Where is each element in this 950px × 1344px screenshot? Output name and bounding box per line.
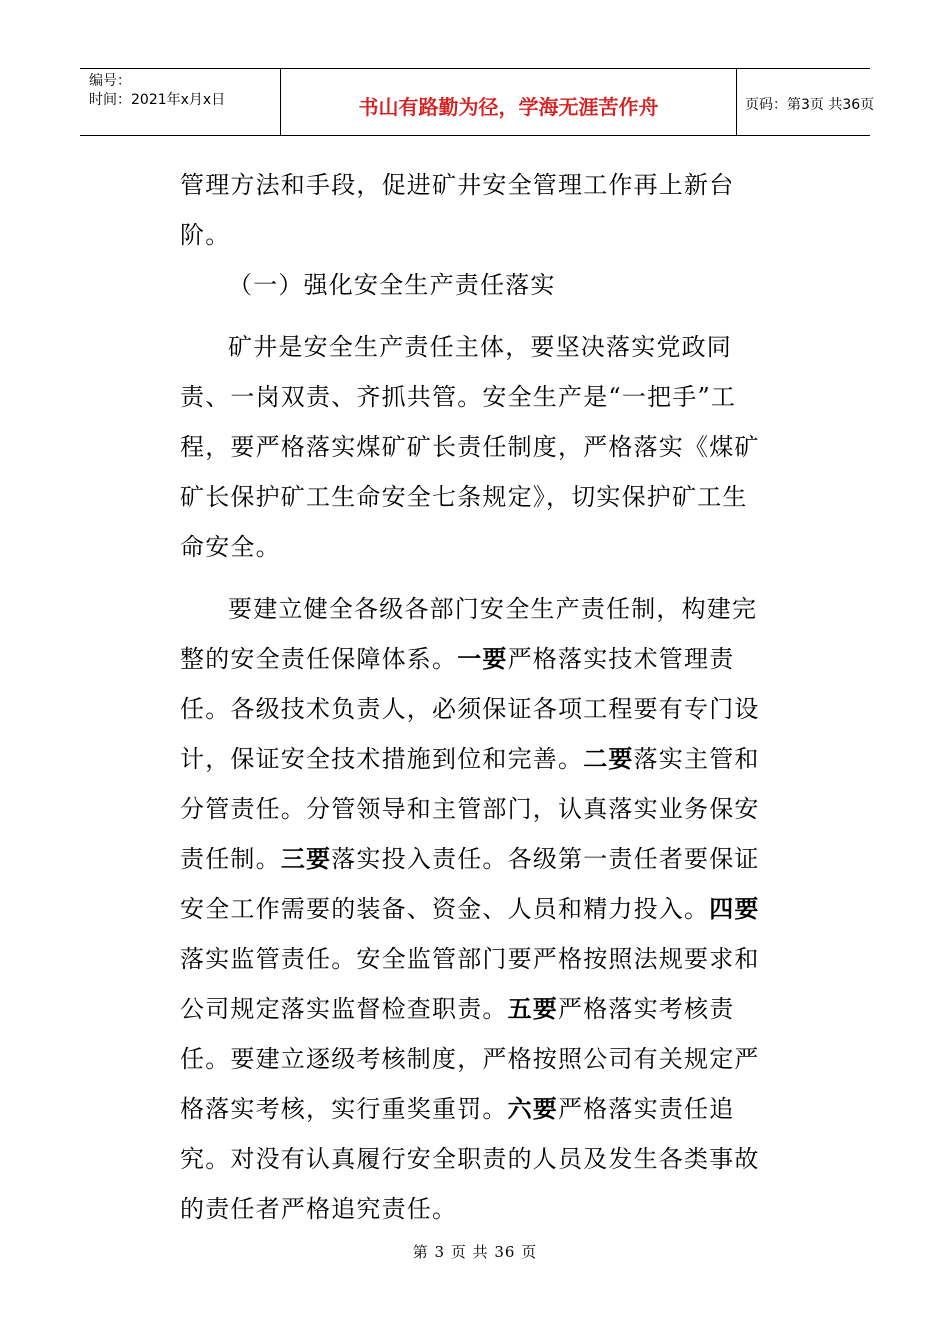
paragraph-intro: 要建立健全各级各部门安全生产责任制，构建完整的安全责任保障体系。	[180, 595, 758, 673]
item-five-text: 严格落实考核责任。要建立逐级考核制度，严格按照公司有关规定严格落实考核，实行重奖重罚。	[180, 995, 760, 1123]
keyword-one: 一要	[457, 645, 508, 673]
header-meta	[80, 69, 281, 135]
serial-number-label: 编号：	[89, 73, 131, 89]
paragraph-responsibility-system	[180, 584, 760, 1234]
keyword-four: 四要	[709, 895, 760, 923]
document-body	[180, 160, 760, 1234]
paragraph-continuation: 管理方法和手段，促进矿井安全管理工作再上新台阶。	[180, 171, 735, 249]
section-heading: （一）强化安全生产责任落实	[228, 271, 556, 299]
header-motto: 书山有路勤为径，学海无涯苦作舟	[281, 69, 737, 135]
keyword-three: 三要	[280, 845, 332, 873]
page-footer: 第 3 页 共 36 页	[412, 1243, 538, 1261]
keyword-two: 二要	[583, 745, 634, 773]
item-one-text: 严格落实技术管理责任。各级技术负责人，必须保证各项工程要有专门设计，保证安全技术措施到位和完善。	[180, 645, 760, 773]
header-page-info: 页码：第3页 共36页	[745, 97, 875, 113]
keyword-five: 五要	[507, 995, 559, 1023]
item-six-text: 严格落实责任追究。对没有认真履行安全职责的人员及发生各类事故的责任者严格追究责任。	[180, 1095, 760, 1223]
paragraph-responsibility-subject: 矿井是安全生产责任主体，要坚决落实党政同责、一岗双责、齐抓共管。安全生产是“一把手”工程，要严格落实煤矿矿长责任制度，严格落实《煤矿矿长保护矿工生命安全七条规定》，切实保护矿工生命安全。	[180, 333, 760, 561]
date-label: 时间：2021年x月x日	[89, 92, 226, 108]
item-two-text: 落实主管和分管责任。分管领导和主管部门，认真落实业务保安责任制。	[180, 745, 760, 873]
page-header	[80, 68, 875, 136]
item-three-text: 落实投入责任。各级第一责任者要保证安全工作需要的装备、资金、人员和精力投入。	[180, 845, 760, 923]
keyword-six: 六要	[507, 1095, 559, 1123]
item-four-text: 落实监管责任。安全监管部门要严格按照法规要求和公司规定落实监督检查职责。	[180, 945, 760, 1023]
